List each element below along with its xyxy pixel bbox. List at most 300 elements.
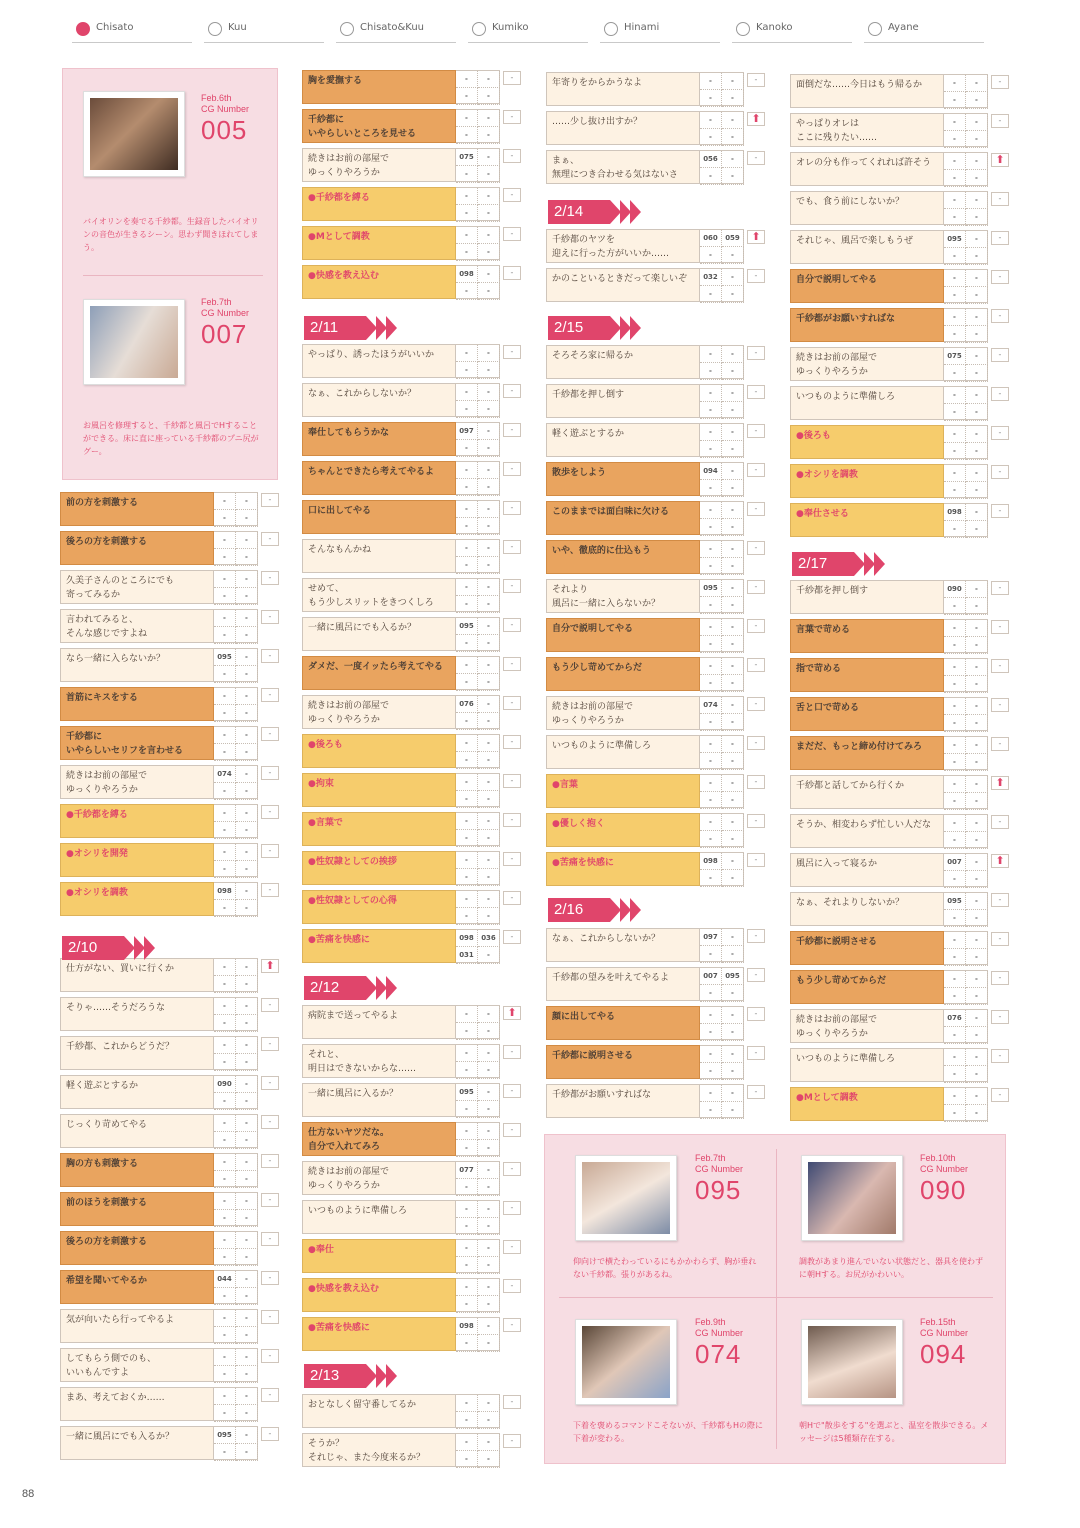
cg-number-label: CG Number (201, 104, 250, 114)
cg-number-cell: - (966, 698, 988, 715)
choice-label: そんなもんかね (302, 539, 456, 573)
choice-row (546, 384, 768, 418)
cg-number-cell: - (456, 244, 478, 261)
choice-label: 後ろの方を刺激する (60, 1231, 214, 1265)
cg-number-grid (456, 1005, 500, 1039)
cg-number-cell: - (944, 75, 966, 92)
cg-number-grid (456, 109, 500, 143)
choice-row (60, 531, 282, 565)
cg-number-cell: - (478, 1395, 500, 1412)
choice-row (302, 109, 524, 143)
cg-number-cell: - (478, 1279, 500, 1296)
cg-number-grid (456, 1239, 500, 1273)
cg-number-cell: - (236, 861, 258, 878)
branch-marker: - (503, 618, 521, 632)
cg-number-cell: - (722, 853, 744, 870)
date-label: 2/17 (792, 552, 854, 576)
cg-number-grid (214, 1114, 258, 1148)
choice-label: ●オシリを調教 (60, 882, 214, 916)
choice-row (790, 1087, 1012, 1121)
cg-number-cell: - (456, 908, 478, 925)
cg-number-cell: - (966, 131, 988, 148)
choice-row (546, 501, 768, 535)
cg-number-cell: - (214, 1193, 236, 1210)
cg-number-cell: - (478, 462, 500, 479)
cg-number-cell: - (944, 153, 966, 170)
cg-number-cell: - (722, 1085, 744, 1102)
cg-number-cell: - (966, 348, 988, 365)
choice-row (790, 736, 1012, 770)
branch-marker: - (503, 71, 521, 85)
branch-arrow-icon: ⬆ (991, 776, 1009, 790)
branch-marker: - (503, 345, 521, 359)
branch-marker: - (747, 814, 765, 828)
cg-number-grid (214, 997, 258, 1031)
cg-number-cell: 095 (944, 231, 966, 248)
cg-number-cell: - (456, 205, 478, 222)
date-label: 2/12 (304, 976, 366, 1000)
cg-number-cell: - (478, 657, 500, 674)
cg-number-cell: - (478, 1451, 500, 1468)
choice-label: ちゃんとできたら考えてやるよ (302, 461, 456, 495)
cg-number-cell: - (700, 541, 722, 558)
cg-number-grid (456, 695, 500, 729)
cg-number-cell: - (478, 635, 500, 652)
cg-number-cell: - (236, 1132, 258, 1149)
choice-label: オレの分も作ってくれれば許そう (790, 152, 944, 186)
cg-number-cell: - (944, 971, 966, 988)
cg-number-cell: - (236, 1427, 258, 1444)
cg-number-cell: - (966, 581, 988, 598)
cg-number-cell: - (966, 832, 988, 849)
cg-number-cell: - (456, 1045, 478, 1062)
branch-marker: - (991, 1010, 1009, 1024)
cg-number-cell: 074 (700, 697, 722, 714)
cg-number-grid (700, 618, 744, 652)
cg-number-grid (700, 696, 744, 730)
cg-number-cell: - (722, 1024, 744, 1041)
cg-number-cell: - (214, 1054, 236, 1071)
cg-number-cell: 036 (478, 930, 500, 947)
cg-number-cell: - (214, 532, 236, 549)
branch-marker: - (991, 465, 1009, 479)
cg-number-grid (456, 500, 500, 534)
tab-label: Ayane (888, 22, 919, 33)
choice-row (546, 1045, 768, 1079)
cg-number-cell: - (456, 1218, 478, 1235)
choice-row (302, 383, 524, 417)
branch-marker: - (991, 1049, 1009, 1063)
branch-marker: - (261, 1427, 279, 1441)
cg-number-cell: - (478, 947, 500, 964)
choice-label: 一緒に風呂にでも入るか？ (60, 1426, 214, 1460)
cg-number-cell: - (966, 971, 988, 988)
branch-marker: - (991, 815, 1009, 829)
cg-number-grid (700, 111, 744, 145)
branch-marker: - (261, 610, 279, 624)
choice-row (546, 268, 768, 302)
cg-number-cell: - (722, 541, 744, 558)
cg-number-cell: - (722, 619, 744, 636)
choice-row (546, 735, 768, 769)
choice-column-2 (302, 0, 522, 1528)
cg-number-cell: - (944, 365, 966, 382)
choice-label: ●言葉 (546, 774, 700, 808)
cg-number-cell: - (478, 1062, 500, 1079)
cg-number-cell: - (236, 549, 258, 566)
cg-number-cell: - (456, 852, 478, 869)
cg-number-cell: - (214, 1349, 236, 1366)
cg-number-cell: - (700, 480, 722, 497)
cg-number-cell: - (944, 832, 966, 849)
choice-label: 一緒に風呂にでも入るか？ (302, 617, 456, 651)
cg-number-cell: - (456, 1279, 478, 1296)
cg-number-cell: - (236, 744, 258, 761)
cg-number-cell: 098 (456, 266, 478, 283)
choice-label: 続きはお前の部屋で ゆっくりやろうか (302, 148, 456, 182)
cg-number-grid (214, 1270, 258, 1304)
cg-number-cell: - (214, 1366, 236, 1383)
cg-number-cell: - (944, 287, 966, 304)
cg-number-grid (700, 928, 744, 962)
cg-number-cell: 090 (944, 581, 966, 598)
choice-row (790, 1009, 1012, 1043)
branch-marker: - (261, 727, 279, 741)
choice-label: もう少し苛めてからだ (790, 970, 944, 1004)
cg-number-cell: - (456, 752, 478, 769)
cg-number-grid (456, 617, 500, 651)
tab-label: Kumiko (492, 22, 529, 33)
cg-number-cell: - (236, 727, 258, 744)
choice-row (60, 609, 282, 643)
cg-number-cell: - (722, 753, 744, 770)
cg-number-cell: - (236, 1076, 258, 1093)
cg-number-cell: - (478, 908, 500, 925)
choice-row (302, 1200, 524, 1234)
cg-number-cell: - (214, 998, 236, 1015)
cg-number-cell: - (700, 502, 722, 519)
choice-label: そりゃ……そうだろうな (60, 997, 214, 1031)
choice-row (790, 386, 1012, 420)
cg-number-cell: - (722, 480, 744, 497)
choice-row (60, 765, 282, 799)
chevron-right-icon (874, 552, 885, 576)
cg-number-grid (456, 383, 500, 417)
cg-number-cell: - (944, 192, 966, 209)
cg-number-cell: - (456, 791, 478, 808)
choice-label: してもらう側でのも、 いいもんですよ (60, 1348, 214, 1382)
cg-number-cell: 098 (214, 883, 236, 900)
branch-marker: - (503, 540, 521, 554)
cg-number-cell: 060 (700, 230, 722, 247)
cg-number-cell: - (456, 166, 478, 183)
cg-number-grid (700, 657, 744, 691)
cg-number-cell: 076 (944, 1010, 966, 1027)
cg-date: Feb.15th (920, 1317, 956, 1327)
cg-number-cell: 007 (700, 968, 722, 985)
cg-number-cell: - (478, 71, 500, 88)
cg-number-grid (700, 229, 744, 263)
cg-number-cell: - (456, 1201, 478, 1218)
cg-number-cell: - (236, 959, 258, 976)
cg-number-cell: - (478, 384, 500, 401)
tab-label: Chisato&Kuu (360, 22, 425, 33)
cg-number: 095 (695, 1175, 742, 1205)
cg-number-label: CG Number (920, 1164, 969, 1174)
cg-number-cell: - (236, 610, 258, 627)
cg-number-cell: - (700, 129, 722, 146)
choice-label: ●奉仕 (302, 1239, 456, 1273)
cg-number-cell: - (456, 1412, 478, 1429)
tab-label: Kanoko (756, 22, 793, 33)
branch-marker: - (503, 1318, 521, 1332)
cg-date: Feb.7th (201, 297, 232, 307)
branch-marker: - (747, 968, 765, 982)
branch-marker: - (261, 1232, 279, 1246)
cg-number-cell: - (214, 571, 236, 588)
choice-row (546, 852, 768, 886)
cg-number-cell: - (966, 170, 988, 187)
cg-number-cell: - (966, 287, 988, 304)
cg-number-cell: - (236, 976, 258, 993)
cg-number-cell: - (944, 309, 966, 326)
cg-number-cell: - (478, 618, 500, 635)
cg-number-cell: - (478, 1434, 500, 1451)
choice-row (546, 967, 768, 1001)
branch-marker: - (503, 774, 521, 788)
cg-number-cell: - (478, 1140, 500, 1157)
cg-number-cell: - (456, 596, 478, 613)
cg-number-cell: - (456, 735, 478, 752)
choice-row (302, 890, 524, 924)
cg-number-cell: - (478, 266, 500, 283)
cg-number-cell: - (214, 1388, 236, 1405)
chevron-right-icon (630, 316, 641, 340)
cg-number-cell: - (966, 910, 988, 927)
cg-number-grid (700, 1006, 744, 1040)
branch-marker: - (991, 737, 1009, 751)
cg-number-cell: - (722, 402, 744, 419)
cg-number-cell: - (236, 1232, 258, 1249)
cg-number-cell: - (966, 209, 988, 226)
cg-number-label: CG Number (695, 1328, 744, 1338)
cg-number-cell: - (944, 209, 966, 226)
choice-row (60, 726, 282, 760)
cg-number-cell: - (700, 558, 722, 575)
cg-number-cell: - (966, 75, 988, 92)
cg-number-cell: - (722, 1046, 744, 1063)
cg-number-grid (456, 539, 500, 573)
cg-number-cell: - (966, 754, 988, 771)
cg-number-cell: - (456, 1140, 478, 1157)
branch-marker: - (261, 1154, 279, 1168)
cg-number-cell: - (456, 635, 478, 652)
cg-number-cell: - (478, 345, 500, 362)
choice-label: 続きはお前の部屋で ゆっくりやろうか (790, 1009, 944, 1043)
cg-number-cell: - (966, 309, 988, 326)
cg-number-cell: - (944, 426, 966, 443)
choice-row (302, 187, 524, 221)
cg-number-cell: - (700, 985, 722, 1002)
cg-number-grid (944, 853, 988, 887)
branch-marker: - (991, 348, 1009, 362)
choice-row (302, 617, 524, 651)
cg-number-cell: - (478, 227, 500, 244)
branch-marker: - (503, 1123, 521, 1137)
cg-date: Feb.7th (695, 1153, 726, 1163)
choice-label: 続きはお前の部屋で ゆっくりやろうか (302, 695, 456, 729)
cg-number-cell: - (722, 463, 744, 480)
cg-number-cell: 031 (456, 947, 478, 964)
cg-number-cell: - (966, 426, 988, 443)
choice-row (302, 422, 524, 456)
cg-number-cell: - (214, 1327, 236, 1344)
cg-number-grid (700, 813, 744, 847)
cg-number-cell: - (944, 326, 966, 343)
date-label: 2/13 (304, 1364, 366, 1388)
branch-marker: - (503, 579, 521, 593)
cg-number-cell: 074 (214, 766, 236, 783)
cg-number-grid (944, 269, 988, 303)
cg-number-cell: - (478, 1101, 500, 1118)
cg-number-cell: - (478, 540, 500, 557)
choice-row (790, 580, 1012, 614)
choice-row (790, 853, 1012, 887)
cg-number-cell: - (722, 870, 744, 887)
choice-row (302, 500, 524, 534)
cg-number-cell: - (966, 1010, 988, 1027)
cg-number-cell: - (236, 805, 258, 822)
choice-label: いつものように準備しろ (302, 1200, 456, 1234)
cg-number-cell: - (214, 1232, 236, 1249)
cg-number-grid (700, 501, 744, 535)
cg-number-cell: - (478, 1240, 500, 1257)
cg-number-grid (700, 462, 744, 496)
cg-number-grid (214, 609, 258, 643)
choice-label: ●奉仕させる (790, 503, 944, 537)
choice-row (302, 1083, 524, 1117)
cg-number-cell: - (236, 1249, 258, 1266)
cg-number-cell: - (700, 736, 722, 753)
cg-number-grid (944, 697, 988, 731)
branch-marker: - (261, 844, 279, 858)
cg-number-cell: - (700, 619, 722, 636)
cg-number-grid (944, 619, 988, 653)
branch-marker: - (503, 110, 521, 124)
cg-number-cell: - (478, 696, 500, 713)
branch-marker: - (991, 231, 1009, 245)
choice-label: 希望を聞いてやるか (60, 1270, 214, 1304)
cg-number-cell: - (944, 776, 966, 793)
choice-label: 口に出してやる (302, 500, 456, 534)
cg-number-cell: - (456, 88, 478, 105)
cg-date: Feb.6th (201, 93, 232, 103)
cg-number-cell: - (456, 110, 478, 127)
choice-row (60, 687, 282, 721)
cg-number-cell: - (236, 1366, 258, 1383)
cg-number-cell: - (214, 959, 236, 976)
choice-row (302, 226, 524, 260)
choice-label: 顔に出してやる (546, 1006, 700, 1040)
cg-number-cell: - (478, 1412, 500, 1429)
branch-marker: - (503, 1395, 521, 1409)
cg-number-cell: - (722, 697, 744, 714)
cg-number-grid (456, 812, 500, 846)
cg-number-cell: - (236, 822, 258, 839)
cg-number-cell: - (456, 1335, 478, 1352)
choice-column-1 (60, 0, 280, 1528)
cg-number-cell: - (944, 1049, 966, 1066)
cg-number-cell: - (966, 192, 988, 209)
cg-number-grid (456, 226, 500, 260)
cg-number-grid (456, 656, 500, 690)
cg-number-cell: - (214, 1171, 236, 1188)
choice-row (546, 423, 768, 457)
cg-number-cell: - (478, 713, 500, 730)
choice-row (790, 503, 1012, 537)
cg-number-cell: - (478, 127, 500, 144)
choice-row (302, 929, 524, 963)
cg-number-cell: - (700, 441, 722, 458)
cg-number-cell: - (214, 805, 236, 822)
cg-number-grid (456, 1122, 500, 1156)
cg-number-cell: - (478, 813, 500, 830)
cg-number-cell: - (700, 1102, 722, 1119)
cg-number-cell: - (236, 666, 258, 683)
choice-label: いつものように準備しろ (546, 735, 700, 769)
cg-number-cell: - (722, 269, 744, 286)
cg-number-cell: - (456, 71, 478, 88)
chevron-right-icon (144, 936, 155, 960)
cg-number-cell: - (456, 384, 478, 401)
cg-number-cell: 075 (456, 149, 478, 166)
choice-row (546, 150, 768, 184)
cg-number-cell: - (966, 443, 988, 460)
branch-marker: - (747, 658, 765, 672)
cg-number-cell: - (966, 465, 988, 482)
cg-number-cell: - (478, 735, 500, 752)
choice-row (546, 774, 768, 808)
choice-row (60, 882, 282, 916)
cg-number-cell: 095 (944, 893, 966, 910)
branch-arrow-icon: ⬆ (991, 854, 1009, 868)
cg-number-grid (944, 191, 988, 225)
choice-label: 言われてみると、 そんな感じですよね (60, 609, 214, 643)
cg-number-grid (456, 1278, 500, 1312)
cg-number-grid (944, 152, 988, 186)
cg-number-cell: - (944, 815, 966, 832)
choice-row (302, 734, 524, 768)
cg-number-cell: - (700, 402, 722, 419)
cg-number-cell: - (944, 443, 966, 460)
choice-row (60, 1309, 282, 1343)
choice-row (60, 1114, 282, 1148)
cg-number-grid (214, 531, 258, 565)
cg-number-cell: - (700, 831, 722, 848)
choice-label: 千紗都と話してから行くか (790, 775, 944, 809)
choice-row (302, 1005, 524, 1039)
branch-marker: - (503, 1162, 521, 1176)
cg-number-cell: - (722, 1007, 744, 1024)
cg-number-grid (944, 814, 988, 848)
choice-label: 首筋にキスをする (60, 687, 214, 721)
choice-label: いや、徹底的に仕込もう (546, 540, 700, 574)
cg-number-grid (214, 1231, 258, 1265)
cg-number-cell: - (722, 73, 744, 90)
cg-number-cell: - (456, 440, 478, 457)
choice-row (302, 773, 524, 807)
choice-row (60, 1192, 282, 1226)
